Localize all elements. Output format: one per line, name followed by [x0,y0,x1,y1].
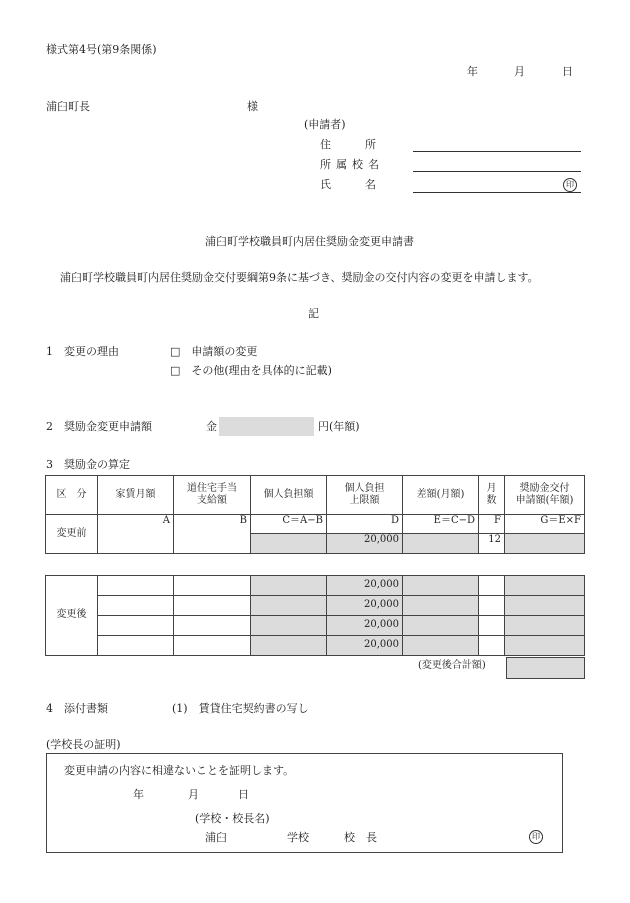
after-row [46,576,585,596]
total-label: (変更後合計額) [418,660,486,671]
attachment-item: (1) 賃貸住宅契約書の写し [172,702,309,715]
addressee: 浦臼町長 [46,100,90,113]
after-label: 変更後 [46,576,98,656]
rent-cell[interactable] [98,616,174,636]
allowance-cell[interactable] [174,576,251,596]
after-row [46,596,585,616]
months-code: F [494,515,501,526]
ki-mark: 記 [308,307,319,320]
after-row [46,636,585,656]
limit-value: 20,000 [327,533,402,553]
applicant-seal [563,178,577,192]
amount-field[interactable] [219,417,314,436]
months-cell[interactable] [479,576,505,596]
option-other[interactable]: □ その他(理由を具体的に記載) [170,364,332,377]
grant-value [505,533,584,553]
header-cell: 家賃月額 [98,476,174,515]
diff-cell [403,515,479,554]
before-label: 変更前 [46,515,98,554]
grant-cell [505,636,585,656]
total-field [506,657,585,679]
amount-suffix: 円(年額) [318,420,360,433]
grant-cell [505,515,585,554]
diff-cell [403,636,479,656]
months-value: 12 [479,533,504,553]
limit-cell: 20,000 [327,616,403,636]
calc-table-before [45,475,585,554]
limit-cell: 20,000 [327,576,403,596]
grant-cell [505,576,585,596]
before-row [46,515,585,554]
intro-text: 浦臼町学校職員町内居住奨励金交付要綱第9条に基づき、奨励金の交付内容の変更を申請します。 [60,271,539,284]
allowance-cell[interactable] [174,596,251,616]
header-cell: 個人負担額 [251,476,327,515]
diff-cell [403,576,479,596]
cert-year: 年 [133,788,144,801]
applicant-label: (申請者) [304,118,346,131]
cert-month: 月 [188,788,199,801]
burden-cell [251,616,327,636]
months-cell[interactable] [479,636,505,656]
diff-code: E＝C−D [433,515,475,526]
date-year: 年 [467,65,478,78]
certification-heading: (学校長の証明) [46,738,121,751]
seal-mark: 印 [563,178,577,192]
months-cell[interactable] [479,596,505,616]
header-row [46,476,585,515]
cert-school: 学校 [287,831,309,844]
grant-code: G＝E×F [540,515,581,526]
header-cell: 奨励金交付 申請額(年額) [505,476,585,515]
school-name-label: (学校・校長名) [195,812,270,825]
rent-cell[interactable] [98,636,174,656]
limit-cell: 20,000 [327,636,403,656]
header-cell: 差額(月額) [403,476,479,515]
amount-prefix: 金 [206,420,217,433]
address-label: 住 所 [320,138,380,151]
burden-value [251,533,326,553]
name-field[interactable] [413,192,581,193]
burden-cell [251,636,327,656]
name-label: 氏 名 [320,178,380,191]
date-day: 日 [562,65,573,78]
rent-cell[interactable] [98,576,174,596]
burden-cell [251,576,327,596]
address-field[interactable] [413,151,581,152]
document-title: 浦臼町学校職員町内居住奨励金変更申請書 [205,235,414,248]
cert-town: 浦臼 [205,831,227,844]
date-month: 月 [514,65,525,78]
after-row [46,616,585,636]
seal-mark: 印 [529,830,543,844]
form-number: 様式第4号(第9条関係) [46,43,157,56]
burden-code: C＝A−B [282,515,323,526]
header-cell: 区 分 [46,476,98,515]
cert-principal: 校 長 [344,831,377,844]
cert-day: 日 [238,788,249,801]
rent-cell[interactable]: A [98,515,174,554]
diff-cell [403,616,479,636]
diff-cell [403,596,479,616]
burden-cell [251,596,327,616]
burden-cell [251,515,327,554]
calc-table-after [45,575,585,656]
section2-label: 2 奨励金変更申請額 [46,420,152,433]
months-cell [479,515,505,554]
honorific: 様 [247,100,258,113]
rent-cell[interactable] [98,596,174,616]
section3-label: 3 奨励金の算定 [46,458,130,471]
certification-statement: 変更申請の内容に相違ないことを証明します。 [64,764,295,777]
allowance-cell[interactable] [174,616,251,636]
allowance-cell[interactable] [174,636,251,656]
section1-label: 1 変更の理由 [46,345,119,358]
header-cell: 月 数 [479,476,505,515]
grant-cell [505,596,585,616]
school-label: 所属校名 [320,158,384,171]
limit-cell [327,515,403,554]
option-amount-change[interactable]: □ 申請額の変更 [170,345,258,358]
limit-cell: 20,000 [327,596,403,616]
limit-code: D [390,515,399,526]
header-cell: 個人負担 上限額 [327,476,403,515]
months-cell[interactable] [479,616,505,636]
section4-label: 4 添付書類 [46,702,108,715]
header-cell: 道住宅手当 支給額 [174,476,251,515]
allowance-cell[interactable]: B [174,515,251,554]
school-field[interactable] [413,171,581,172]
grant-cell [505,616,585,636]
principal-seal [529,830,543,844]
diff-value [403,533,478,553]
